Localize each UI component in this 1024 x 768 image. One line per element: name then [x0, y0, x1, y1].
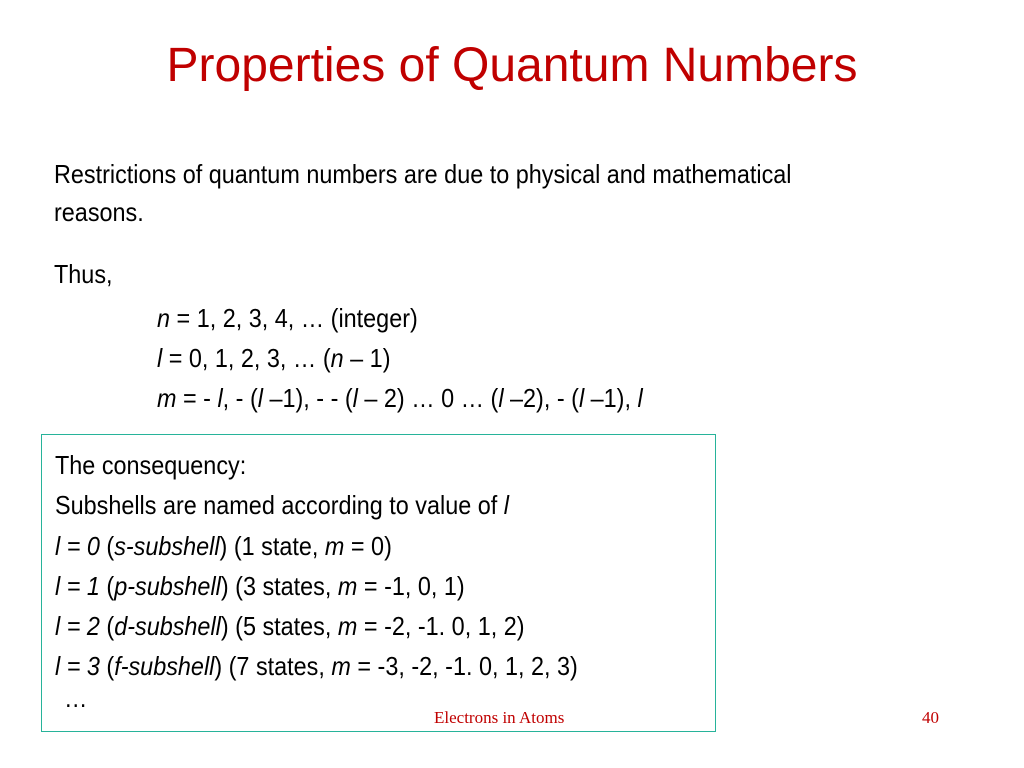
- var-l: l: [157, 343, 163, 373]
- consequence-text: [55, 445, 578, 711]
- subshell-name: f-subshell: [114, 651, 215, 682]
- m-values: = 0): [344, 530, 392, 561]
- slide-title: Properties of Quantum Numbers: [166, 39, 858, 92]
- var-n: n: [330, 343, 344, 373]
- equation-m-part: –1),: [584, 383, 638, 413]
- paren-open: (: [99, 651, 115, 682]
- subshell-name: s-subshell: [114, 530, 220, 561]
- subshell-name: d-subshell: [114, 611, 221, 642]
- l-value: l = 0: [55, 530, 100, 561]
- state-count: ) (5 states,: [220, 611, 338, 642]
- subshell-row-f: [55, 646, 578, 686]
- intro-line-2: reasons.: [54, 196, 144, 227]
- var-l: l: [257, 383, 263, 413]
- equation-m-part: = -: [176, 383, 218, 413]
- thus-label: Thus,: [54, 259, 113, 289]
- subshell-naming-line: [55, 485, 578, 525]
- equation-m-part: –1), - - (: [262, 383, 353, 413]
- subshell-name: p-subshell: [114, 570, 221, 601]
- var-l: l: [498, 383, 504, 413]
- paren-open: (: [99, 611, 115, 642]
- equation-m-part: –2), - (: [503, 383, 579, 413]
- ellipsis: …: [64, 682, 88, 713]
- intro-paragraph: [54, 156, 791, 231]
- footer-title: Electrons in Atoms: [434, 708, 565, 727]
- subshell-row-d: [55, 606, 578, 646]
- equation-m: [157, 380, 643, 418]
- state-count: ) (7 states,: [214, 651, 332, 682]
- equation-l-end: – 1): [343, 343, 391, 373]
- var-n: n: [157, 303, 171, 333]
- subshell-row-p: [55, 566, 578, 606]
- l-value: l = 1: [55, 570, 100, 601]
- subshell-row-s: [55, 526, 578, 566]
- equation-n-text: = 1, 2, 3, 4, … (integer): [170, 303, 418, 333]
- equation-m-part: , - (: [222, 383, 258, 413]
- paren-open: (: [99, 530, 115, 561]
- var-m: m: [324, 530, 345, 561]
- state-count: ) (3 states,: [220, 570, 338, 601]
- var-m: m: [337, 570, 358, 601]
- paren-open: (: [99, 570, 115, 601]
- var-l: l: [637, 383, 643, 413]
- state-count: ) (1 state,: [219, 530, 325, 561]
- equation-m-part: – 2) … 0 … (: [357, 383, 499, 413]
- equation-l: [157, 340, 390, 378]
- l-value: l = 2: [55, 611, 100, 642]
- m-values: = -1, 0, 1): [357, 570, 465, 601]
- var-l: l: [578, 383, 585, 413]
- page-number: 40: [922, 708, 939, 727]
- var-m: m: [331, 651, 351, 682]
- m-values: = -3, -2, -1. 0, 1, 2, 3): [350, 651, 578, 682]
- equation-l-text: = 0, 1, 2, 3, … (: [162, 343, 331, 373]
- var-m: m: [337, 611, 358, 642]
- var-m: m: [157, 383, 177, 413]
- m-values: = -2, -1. 0, 1, 2): [357, 611, 525, 642]
- consequence-box: [41, 434, 716, 732]
- l-value: l = 3: [55, 651, 100, 682]
- equation-n: [157, 300, 418, 338]
- var-l: l: [352, 383, 358, 413]
- var-l: l: [217, 383, 223, 413]
- var-l: l: [503, 490, 509, 521]
- intro-line-1: Restrictions of quantum numbers are due to physical and mathematical: [54, 159, 792, 189]
- consequence-heading: The consequency:: [55, 450, 247, 480]
- subshell-naming-text: Subshells are named according to value of: [55, 490, 504, 521]
